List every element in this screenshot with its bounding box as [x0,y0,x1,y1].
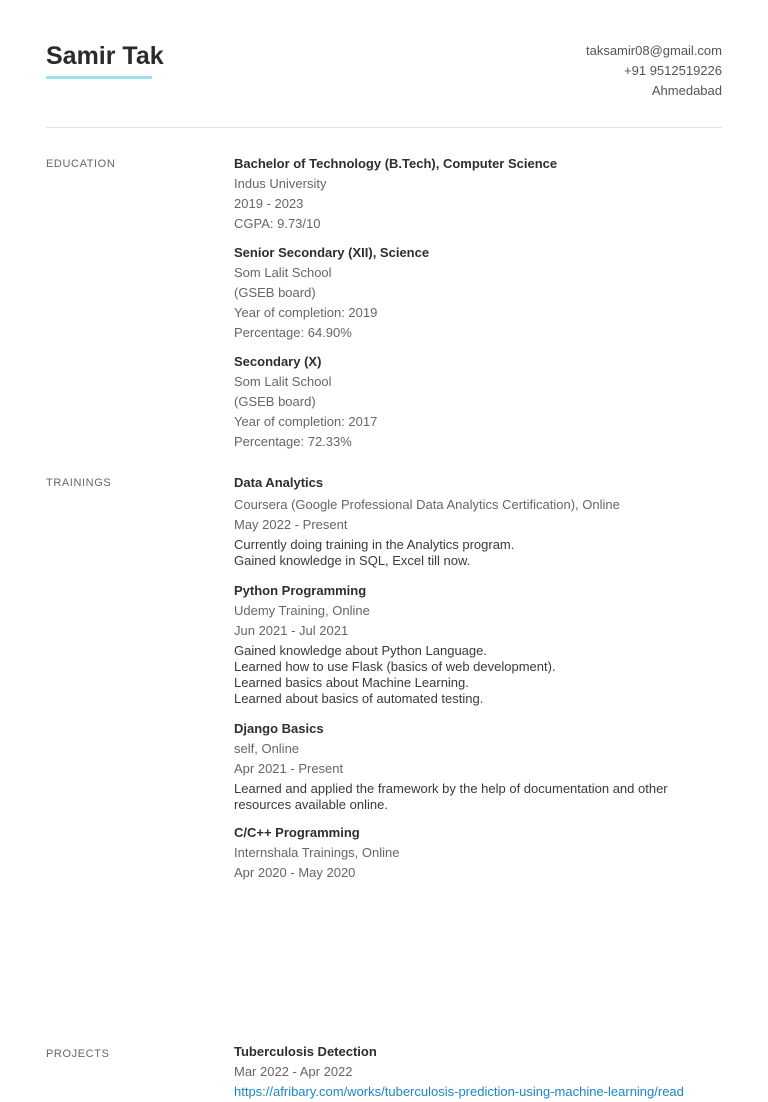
education-item [234,352,722,452]
training-provider: Udemy Training, Online [234,603,370,618]
education-completion: Year of completion: 2019 [234,305,378,320]
education-institution: Som Lalit School [234,265,332,280]
trainings-entries [234,473,722,883]
projects-entries [234,1042,722,1102]
education-institution: Som Lalit School [234,374,332,389]
training-dates: Apr 2021 - Present [234,761,344,776]
training-item [234,719,722,813]
description-line: Learned basics about Machine Learning. [234,675,469,690]
trainings-label: TRAININGS [46,477,112,489]
training-title: Django Basics [234,721,324,736]
training-provider: Coursera (Google Professional Data Analytics Certification), Online [234,497,620,512]
contact-phone[interactable]: +91 9512519226 [624,63,722,78]
education-score: CGPA: 9.73/10 [234,216,321,231]
training-item [234,823,722,883]
training-dates: May 2022 - Present [234,517,348,532]
project-item [234,1042,722,1102]
contact-location: Ahmedabad [651,83,722,98]
description-line: Currently doing training in the Analytics program. [234,537,515,552]
description-line: Gained knowledge about Python Language. [234,643,487,658]
education-years: 2019 - 2023 [234,196,304,211]
description-line: Gained knowledge in SQL, Excel till now. [234,553,471,568]
project-dates: Mar 2022 - Apr 2022 [234,1064,353,1079]
description-line: Learned about basics of automated testing. [234,691,484,706]
education-title: Senior Secondary (XII), Science [234,245,430,260]
description-line: resources available online. [234,797,388,812]
education-entries [234,154,722,452]
training-title: Python Programming [234,583,367,598]
projects-label: PROJECTS [46,1048,110,1060]
education-item [234,154,722,234]
training-dates: Apr 2020 - May 2020 [234,865,356,880]
education-label: EDUCATION [46,158,116,170]
training-description [234,537,722,569]
training-provider: self, Online [234,741,300,756]
education-score: Percentage: 72.33% [234,434,352,449]
education-title: Bachelor of Technology (B.Tech), Computer Science [234,156,558,171]
description-line: Learned and applied the framework by the help of documentation and other [234,781,668,796]
training-item [234,473,722,569]
training-title: Data Analytics [234,475,324,490]
training-description [234,781,722,813]
name-underline [46,76,152,79]
training-provider: Internshala Trainings, Online [234,845,400,860]
resume-header [46,0,722,128]
education-score: Percentage: 64.90% [234,325,352,340]
education-completion: Year of completion: 2017 [234,414,378,429]
education-board: (GSEB board) [234,394,316,409]
education-board: (GSEB board) [234,285,316,300]
education-institution: Indus University [234,176,327,191]
education-item [234,243,722,343]
education-title: Secondary (X) [234,354,322,369]
training-title: C/C++ Programming [234,825,360,840]
resume-page [46,0,722,1099]
contact-email[interactable]: taksamir08@gmail.com [585,43,722,58]
contact-info [586,41,722,101]
training-dates: Jun 2021 - Jul 2021 [234,623,349,638]
project-title: Tuberculosis Detection [234,1044,377,1059]
project-link[interactable]: https://afribary.com/works/tuberculosis-prediction-using-machine-learning/read [234,1084,684,1099]
training-item [234,581,722,707]
training-description [234,643,722,707]
description-line: Learned how to use Flask (basics of web development). [234,659,556,674]
candidate-name: Samir Tak [46,42,164,70]
